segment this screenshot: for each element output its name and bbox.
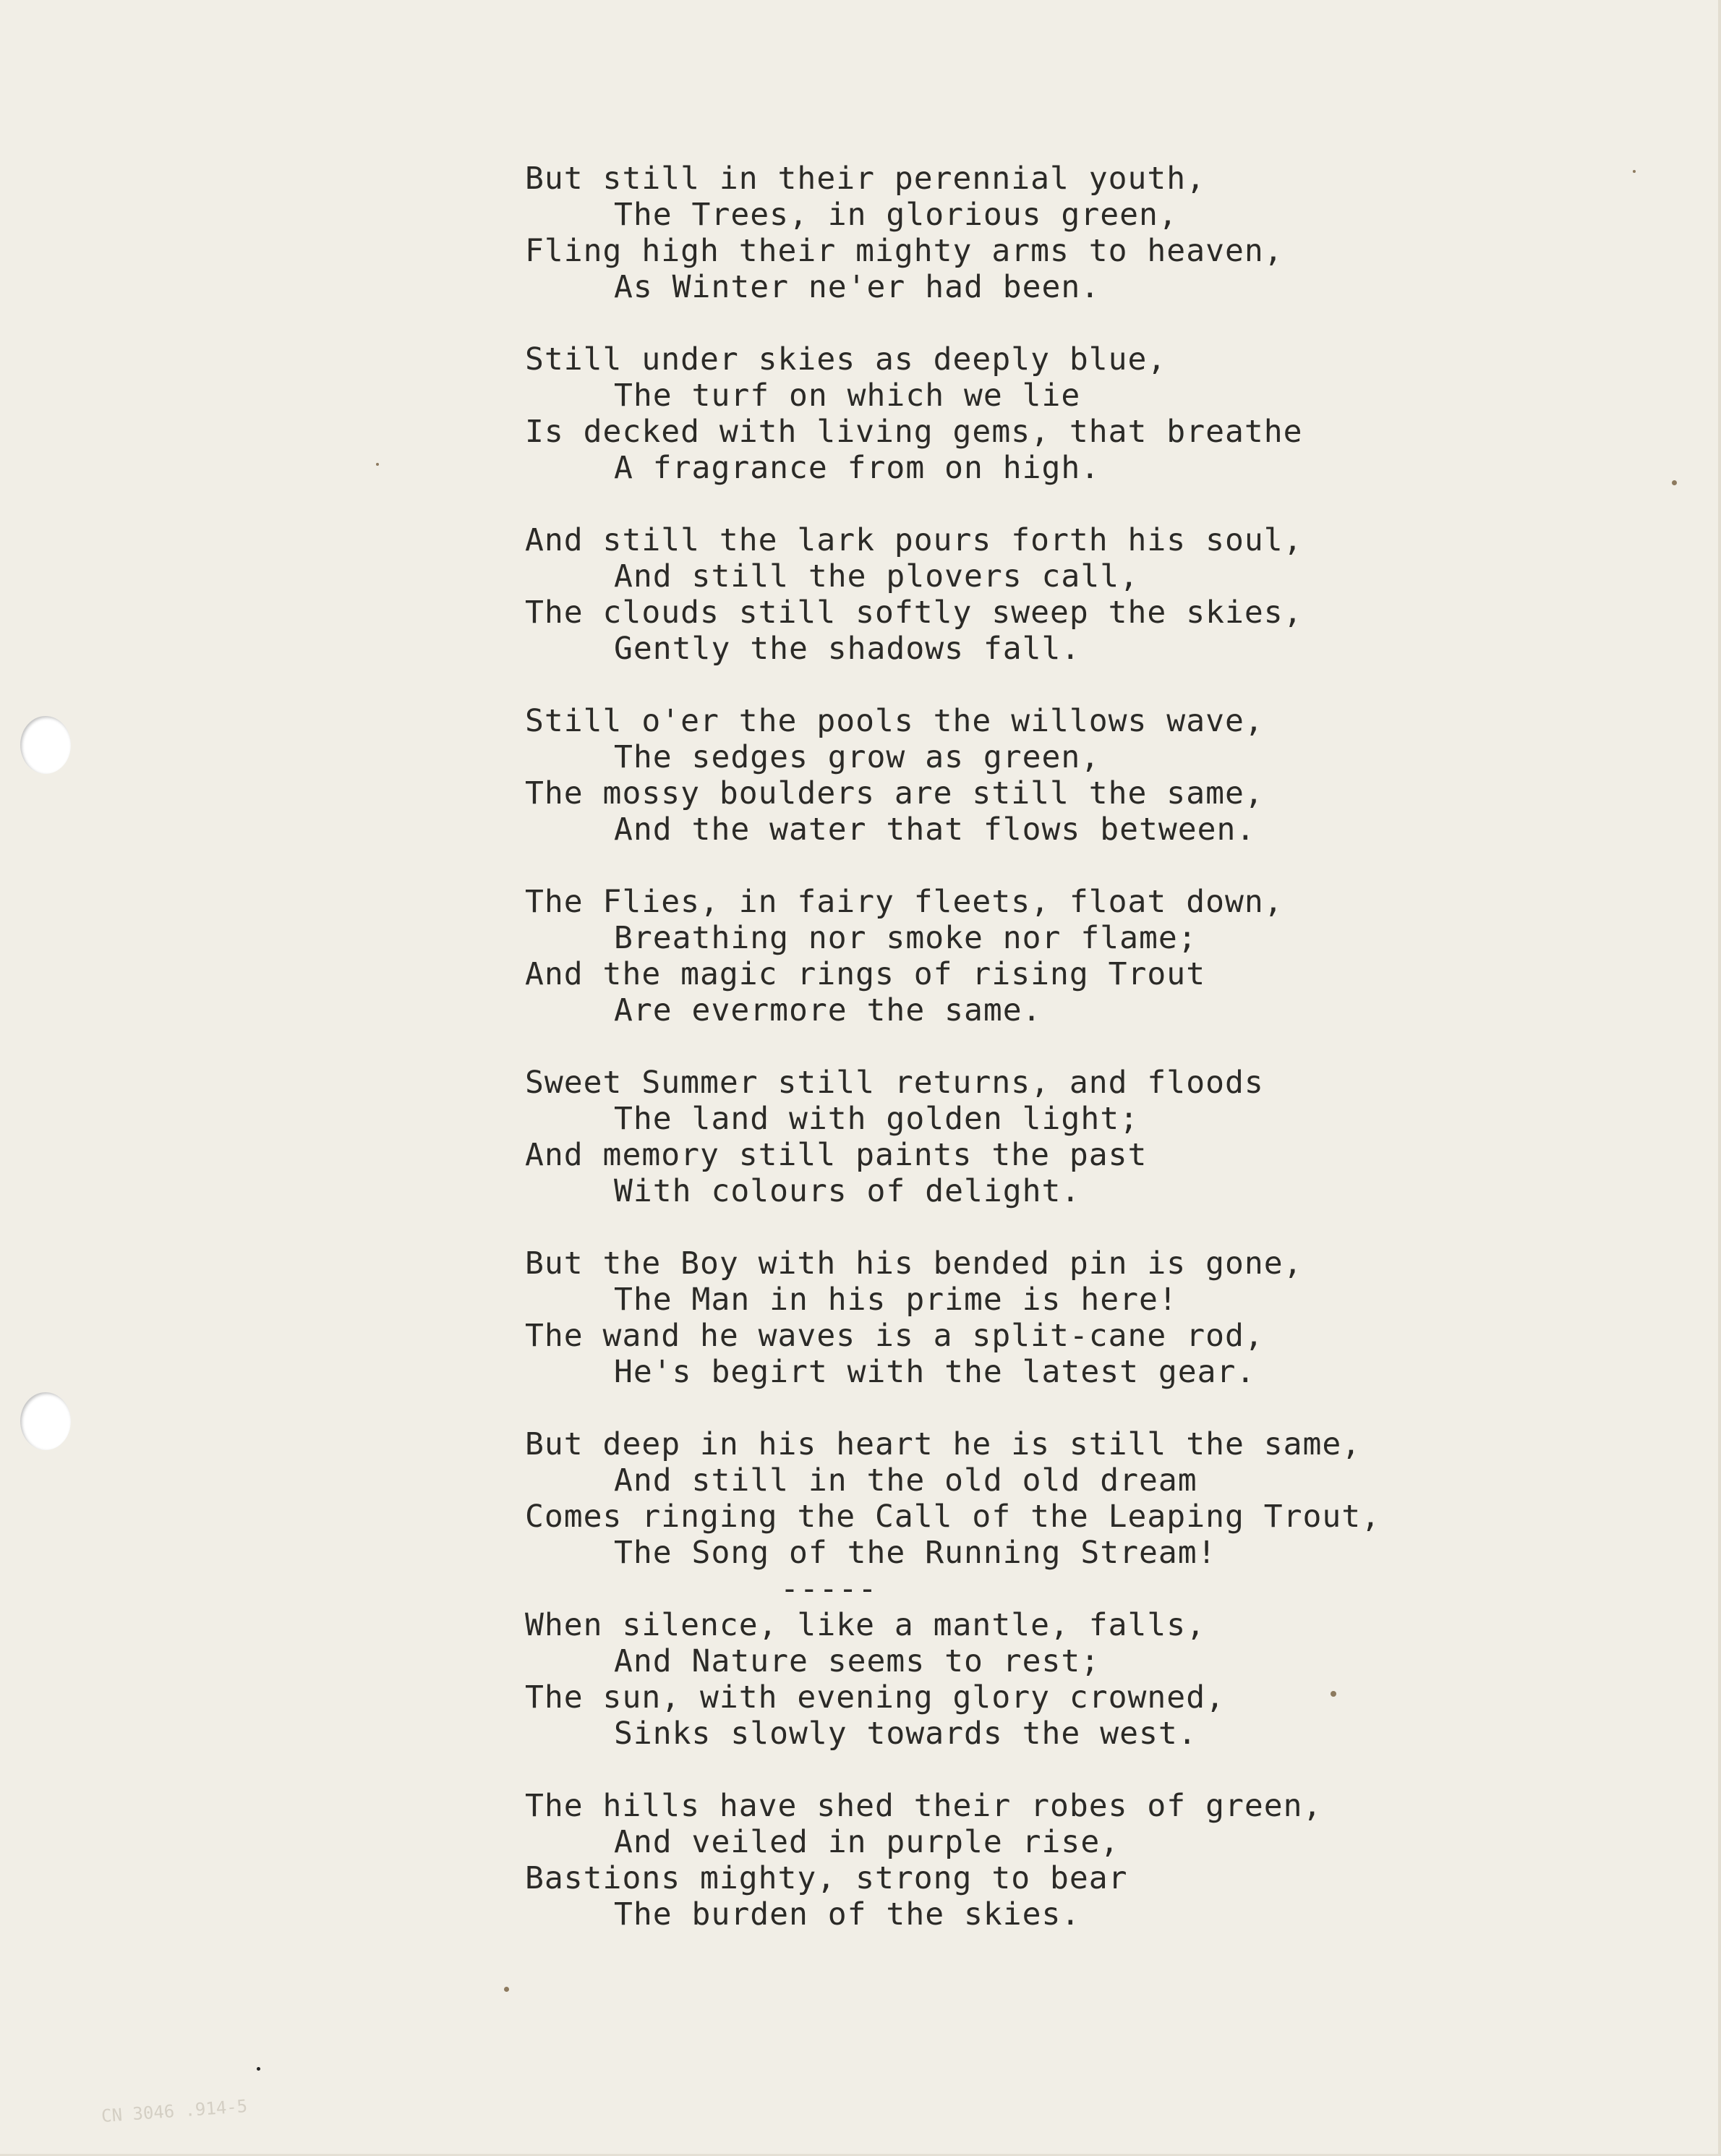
poem-line: The land with golden light; [614,1101,1139,1137]
poem-line: The sedges grow as green, [614,739,1101,775]
poem-line: And the water that flows between. [614,811,1256,848]
poem-line: When silence, like a mantle, falls, [525,1607,1206,1643]
poem-line: The Flies, in fairy fleets, float down, [525,884,1284,920]
poem-line: Sinks slowly towards the west. [614,1716,1197,1752]
poem-line: Breathing nor smoke nor flame; [614,920,1197,956]
poem-line: Still o'er the pools the willows wave, [525,703,1264,739]
section-divider: ----- [780,1571,878,1607]
poem-line: Are evermore the same. [614,992,1042,1028]
poem-line: As Winter ne'er had been. [614,269,1101,305]
paper-speck [1633,170,1636,173]
stanza-2 [525,341,1380,486]
stanza-5 [525,884,1380,1028]
stanza-8 [525,1426,1380,1571]
poem-line: Bastions mighty, strong to bear [525,1860,1128,1896]
poem-line: And still in the old old dream [614,1462,1197,1499]
paper-speck [376,463,379,466]
poem-line: The hills have shed their robes of green, [525,1788,1323,1824]
poem-line: The burden of the skies. [614,1896,1081,1933]
poem-line: But the Boy with his bended pin is gone, [525,1245,1303,1282]
poem-line: He's begirt with the latest gear. [614,1354,1256,1390]
poem-line: The sun, with evening glory crowned, [525,1679,1225,1716]
stanza-10 [525,1788,1380,1933]
poem-line: Sweet Summer still returns, and floods [525,1065,1264,1101]
poem-line: Still under skies as deeply blue, [525,341,1167,378]
stanza-7 [525,1245,1380,1390]
poem-text [525,161,1380,1969]
poem-line: With colours of delight. [614,1173,1081,1209]
poem-line: The turf on which we lie [614,378,1081,414]
paper-speck [504,1987,509,1992]
poem-line: The clouds still softly sweep the skies, [525,595,1303,631]
poem-line: Comes ringing the Call of the Leaping Trout, [525,1499,1381,1535]
poem-line: And the magic rings of rising Trout [525,956,1206,992]
stanza-4 [525,703,1380,848]
paper-speck [257,2067,260,2071]
poem-line: But deep in his heart he is still the same, [525,1426,1362,1462]
stanza-9 [525,1607,1380,1752]
poem-line: A fragrance from on high. [614,450,1101,486]
punch-hole-bottom [20,1392,71,1450]
stanza-3 [525,522,1380,667]
paper-speck [1672,480,1677,485]
poem-line: And memory still paints the past [525,1137,1148,1173]
poem-line: The mossy boulders are still the same, [525,775,1264,811]
poem-line: And Nature seems to rest; [614,1643,1101,1679]
poem-line: Gently the shadows fall. [614,631,1081,667]
poem-line: Is decked with living gems, that breathe [525,414,1303,450]
poem-line: The Man in his prime is here! [614,1282,1178,1318]
stanza-1 [525,161,1380,305]
poem-line: And veiled in purple rise, [614,1824,1120,1860]
poem-line: Fling high their mighty arms to heaven, [525,233,1284,269]
stanza-6 [525,1065,1380,1209]
poem-line: The Song of the Running Stream! [614,1535,1217,1571]
poem-line: But still in their perennial youth, [525,161,1206,197]
paper-speck [1331,1691,1336,1697]
archive-pencil-mark: CN 3046 .914-5 [101,2095,249,2127]
poem-line: The wand he waves is a split-cane rod, [525,1318,1264,1354]
poem-line: And still the lark pours forth his soul, [525,522,1303,558]
poem-line: The Trees, in glorious green, [614,197,1178,233]
punch-hole-top [20,716,71,774]
poem-line: And still the plovers call, [614,558,1139,595]
